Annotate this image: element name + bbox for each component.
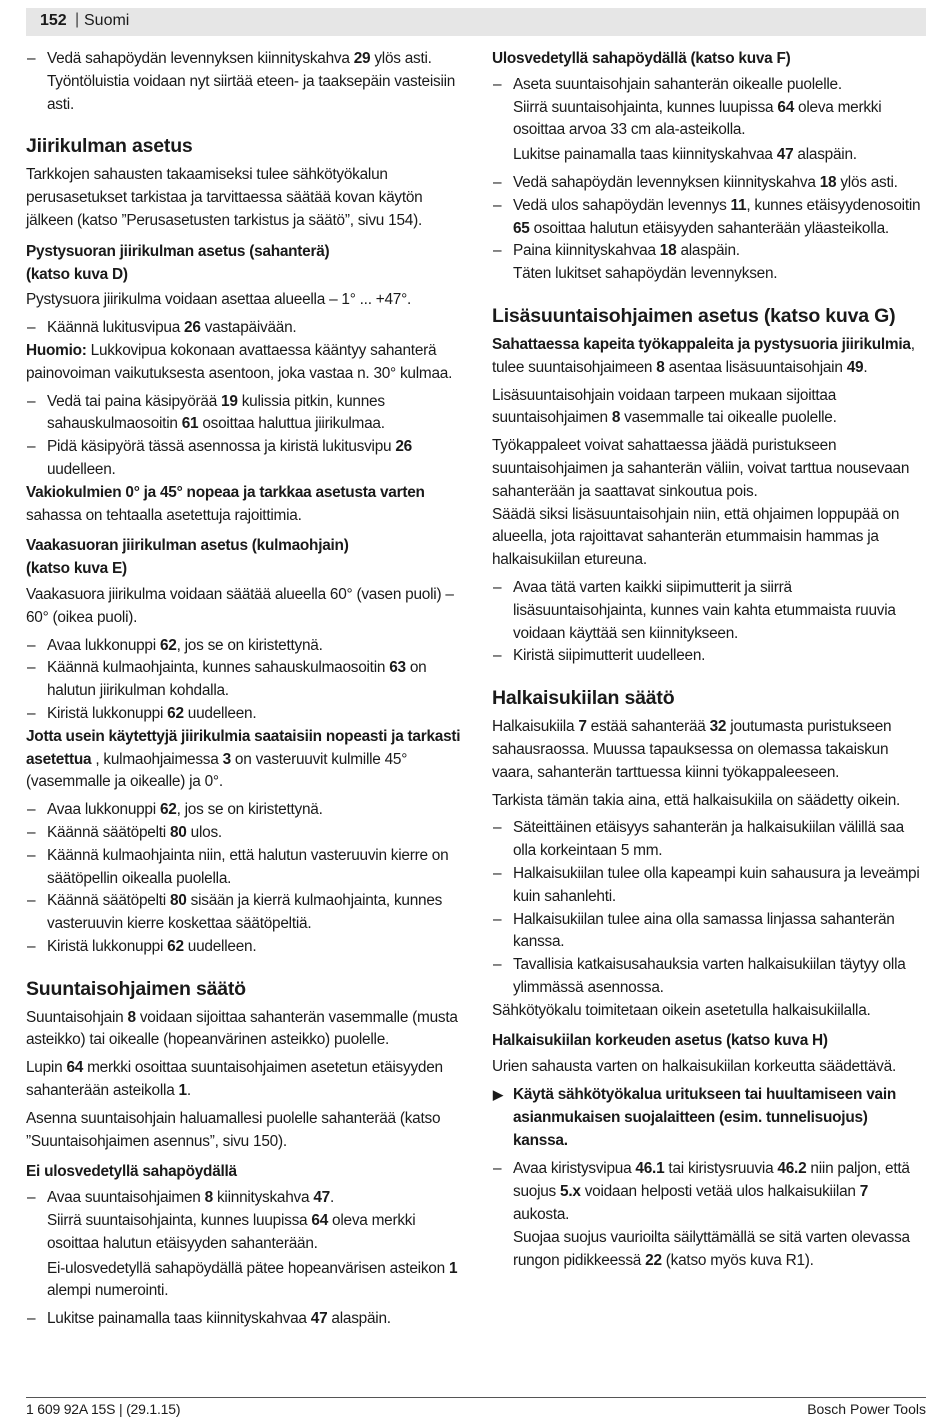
dash-list-item: – Avaa lukkonuppi 62, jos se on kiristettynä. <box>26 799 464 822</box>
dash-list-item: – Avaa lukkonuppi 62, jos se on kiristettynä. <box>26 635 464 658</box>
section-heading: Lisäsuuntaisohjaimen asetus (katso kuva G) <box>492 304 896 327</box>
triangle-right-icon: ▶ <box>493 1087 503 1103</box>
subsection-heading: Vaakasuoran jiirikulman asetus (kulmaohjain) (katso kuva E) <box>26 537 349 578</box>
paragraph: Halkaisukiila 7 estää sahanterää 32 joutumasta puristukseen sahausraossa. Muussa tapauksessa on olemassa takaiskun vaara, sahanterän tarttuessa kiinni työkappaleeseen. <box>492 718 892 781</box>
dash-list-item: – Vedä sahapöydän levennyksen kiinnityskahva 18 ylös asti. <box>492 172 926 195</box>
subsection-heading: Ei ulosvedetyllä sahapöydällä <box>26 1163 237 1181</box>
paragraph: Urien sahausta varten on halkaisukiilan korkeutta säädettävä. <box>492 1058 896 1076</box>
header-language: Suomi <box>84 12 130 29</box>
paragraph: Sahattaessa kapeita työkappaleita ja pystysuoria jiirikulmia, tulee suuntaisohjaimeen 8 asentaa lisäsuuntaisohjain 49. <box>492 335 915 376</box>
dash-list-item: – Aseta suuntaisohjain sahanterän oikealle puolelle. Siirrä suuntaisohjainta, kunnes luupissa 64 oleva merkki osoittaa arvoa 33 cm ala-asteikolla. <box>492 74 926 142</box>
dash-list-item: – Avaa tätä varten kaikki siipimutterit ja siirrä lisäsuuntaisohjainta, kunnes vain kahta etummaista ruuvia voidaan käyttää sen kiinnitykseen. <box>492 577 926 645</box>
paragraph: Lisäsuuntaisohjain voidaan tarpeen mukaan sijoittaa suuntaisohjaimen 8 vasemmalle tai oikealle puolelle. <box>492 386 837 427</box>
safety-warning: ▶ Käytä sähkötyökalua uritukseen tai huultamiseen vain asianmukaisen suojalaitteen (esim. tunnelisuojus) kanssa. <box>493 1086 897 1149</box>
dash-list-item: – Kiristä siipimutterit uudelleen. <box>492 645 926 668</box>
dash-list-item: – Säteittäinen etäisyys sahanterän ja halkaisukiilan välillä saa olla korkeintaan 5 mm. <box>492 817 926 863</box>
footer-brand: Bosch Power Tools <box>807 1401 926 1417</box>
dash-list-item: – Käännä lukitusvipua 26 vastapäivään. <box>26 317 464 340</box>
paragraph: Tarkkojen sahausten takaamiseksi tulee sähkötyökalun perusasetukset tarkistaa ja tarvittaessa säätää kovan käytön jälkeen (katso ”Perusasetusten tarkistus ja säätö”, sivu 154). <box>26 166 423 229</box>
dash-list-item: – Halkaisukiilan tulee olla kapeampi kuin sahausura ja leveämpi kuin sahanlehti. <box>492 863 926 909</box>
dash-list-item: – Kiristä lukkonuppi 62 uudelleen. <box>26 936 464 959</box>
dash-list-item: – Pidä käsipyörä tässä asennossa ja kiristä lukitusvipu 26 uudelleen. <box>26 436 464 482</box>
dash-list-item: – Kiristä lukkonuppi 62 uudelleen. <box>26 703 464 726</box>
left-column <box>26 48 464 1331</box>
paragraph: Lupin 64 merkki osoittaa suuntaisohjaimen asetetun etäisyyden sahanterään asteikolla 1. <box>26 1059 443 1100</box>
dash-list-item: – Tavallisia katkaisusahauksia varten halkaisukiilan täytyy olla ylimmässä asennossa. <box>492 954 926 1000</box>
dash-list-item: – Käännä säätöpelti 80 ulos. <box>26 822 464 845</box>
dash-list-item: – Käännä kulmaohjainta, kunnes sahauskulmaosoitin 63 on halutun jiirikulman kohdalla. <box>26 657 464 703</box>
footer-doc-number: 1 609 92A 15S | (29.1.15) <box>26 1401 181 1417</box>
section-heading: Halkaisukiilan säätö <box>492 687 675 710</box>
indented-paragraph: Ei-ulosvedetyllä sahapöydällä pätee hopeanvärisen asteikon 1 alempi numerointi. <box>47 1259 458 1300</box>
section-heading: Jiirikulman asetus <box>26 135 193 158</box>
paragraph: Pystysuora jiirikulma voidaan asettaa alueella – 1° ... +47°. <box>26 291 412 309</box>
page-number: 152 <box>40 12 67 29</box>
page-header <box>26 8 926 36</box>
dash-list-item: – Vedä sahapöydän levennyksen kiinnityskahva 29 ylös asti. Työntöluistia voidaan nyt siirtää eteen- ja taaksepäin vasteisiin asti. <box>26 48 464 116</box>
paragraph: Suuntaisohjain 8 voidaan sijoittaa sahanterän vasemmalle (musta asteikko) tai oikealle (hopeanvärinen asteikko) puolelle. <box>26 1008 458 1049</box>
footer-divider <box>26 1397 926 1398</box>
dash-list-item: – Käännä kulmaohjainta niin, että halutun vasteruuvin kierre on säätöpellin oikealla puolella. <box>26 845 464 891</box>
right-column <box>492 48 926 1272</box>
dash-list-item: – Vedä tai paina käsipyörää 19 kulissia pitkin, kunnes sahauskulmaosoitin 61 osoittaa haluttua jiirikulmaa. <box>26 391 464 437</box>
dash-list-item: – Halkaisukiilan tulee aina olla samassa linjassa sahanterän kanssa. <box>492 909 926 955</box>
paragraph: Työkappaleet voivat sahattaessa jäädä puristukseen suuntaisohjaimen ja sahanterän väliin, voivat tarttua nousevaan sahanterään ja saattavat sinkoutua pois. Säädä siksi lisäsuuntaisohjain niin, että ohjaimen loppupää on alueella, jota rajoittavat sahanterän etummaisin hammas ja halkaisukiilan etureuna. <box>492 437 910 569</box>
paragraph: Jotta usein käytettyjä jiirikulmia saataisiin nopeasti ja tarkasti asetettua , kulmaohjaimessa 3 on vasteruuvit kulmille 45° (vasemmalle ja oikealle) ja 0°. <box>26 727 461 791</box>
dash-list-item: – Lukitse painamalla taas kiinnityskahvaa 47 alaspäin. <box>26 1308 464 1331</box>
dash-list-item: – Avaa suuntaisohjaimen 8 kiinnityskahva 47. Siirrä suuntaisohjainta, kunnes luupissa 64 oleva merkki osoittaa halutun etäisyyden sahanterään. <box>26 1187 464 1255</box>
section-heading: Suuntaisohjaimen säätö <box>26 977 246 1000</box>
paragraph: Tarkista tämän takia aina, että halkaisukiila on säädetty oikein. <box>492 791 901 809</box>
subsection-heading: Halkaisukiilan korkeuden asetus (katso kuva H) <box>492 1032 828 1050</box>
paragraph: Vakiokulmien 0° ja 45° nopeaa ja tarkkaa asetusta varten sahassa on tehtaalla asetettuja rajoittimia. <box>26 483 425 524</box>
dash-list-item: – Vedä ulos sahapöydän levennys 11, kunnes etäisyydenosoitin 65 osoittaa halutun etäisyyden sahanterään yläasteikolla. <box>492 195 926 241</box>
paragraph: Huomio: Lukkovipua kokonaan avattaessa kääntyy sahanterä painovoiman vaikutuksesta asentoon, joka vastaa n. 30° kulmaa. <box>26 341 453 382</box>
dash-list-item: – Käännä säätöpelti 80 sisään ja kierrä kulmaohjainta, kunnes vasteruuvin kierre koskettaa säätöpeltiä. <box>26 890 464 936</box>
paragraph: Asenna suuntaisohjain haluamallesi puolelle sahanterää (katso ”Suuntaisohjaimen asennus”, sivu 150). <box>26 1109 441 1150</box>
paragraph: Vaakasuora jiirikulma voidaan säätää alueella 60° (vasen puoli) – 60° (oikea puoli). <box>26 585 454 626</box>
subsection-heading: Ulosvedetyllä sahapöydällä (katso kuva F) <box>492 50 791 67</box>
header-separator: | <box>75 11 80 28</box>
dash-list-item: – Avaa kiristysvipua 46.1 tai kiristysruuvia 46.2 niin paljon, että suojus 5.x voidaan helposti vetää ulos halkaisukiilan 7 aukosta. Suojaa suojus vaurioilta säilyttämällä se sitä varten olevassa rungon pidikkeessä 22 (katso myös kuva R1). <box>492 1158 926 1272</box>
paragraph: Sähkötyökalu toimitetaan oikein asetetulla halkaisukiilalla. <box>492 1001 871 1019</box>
indented-paragraph: Lukitse painamalla taas kiinnityskahvaa 47 alaspäin. <box>513 146 857 164</box>
dash-list-item: – Paina kiinnityskahvaa 18 alaspäin. Täten lukitset sahapöydän levennyksen. <box>492 240 926 286</box>
subsection-heading: Pystysuoran jiirikulman asetus (sahanterä) (katso kuva D) <box>26 242 330 283</box>
